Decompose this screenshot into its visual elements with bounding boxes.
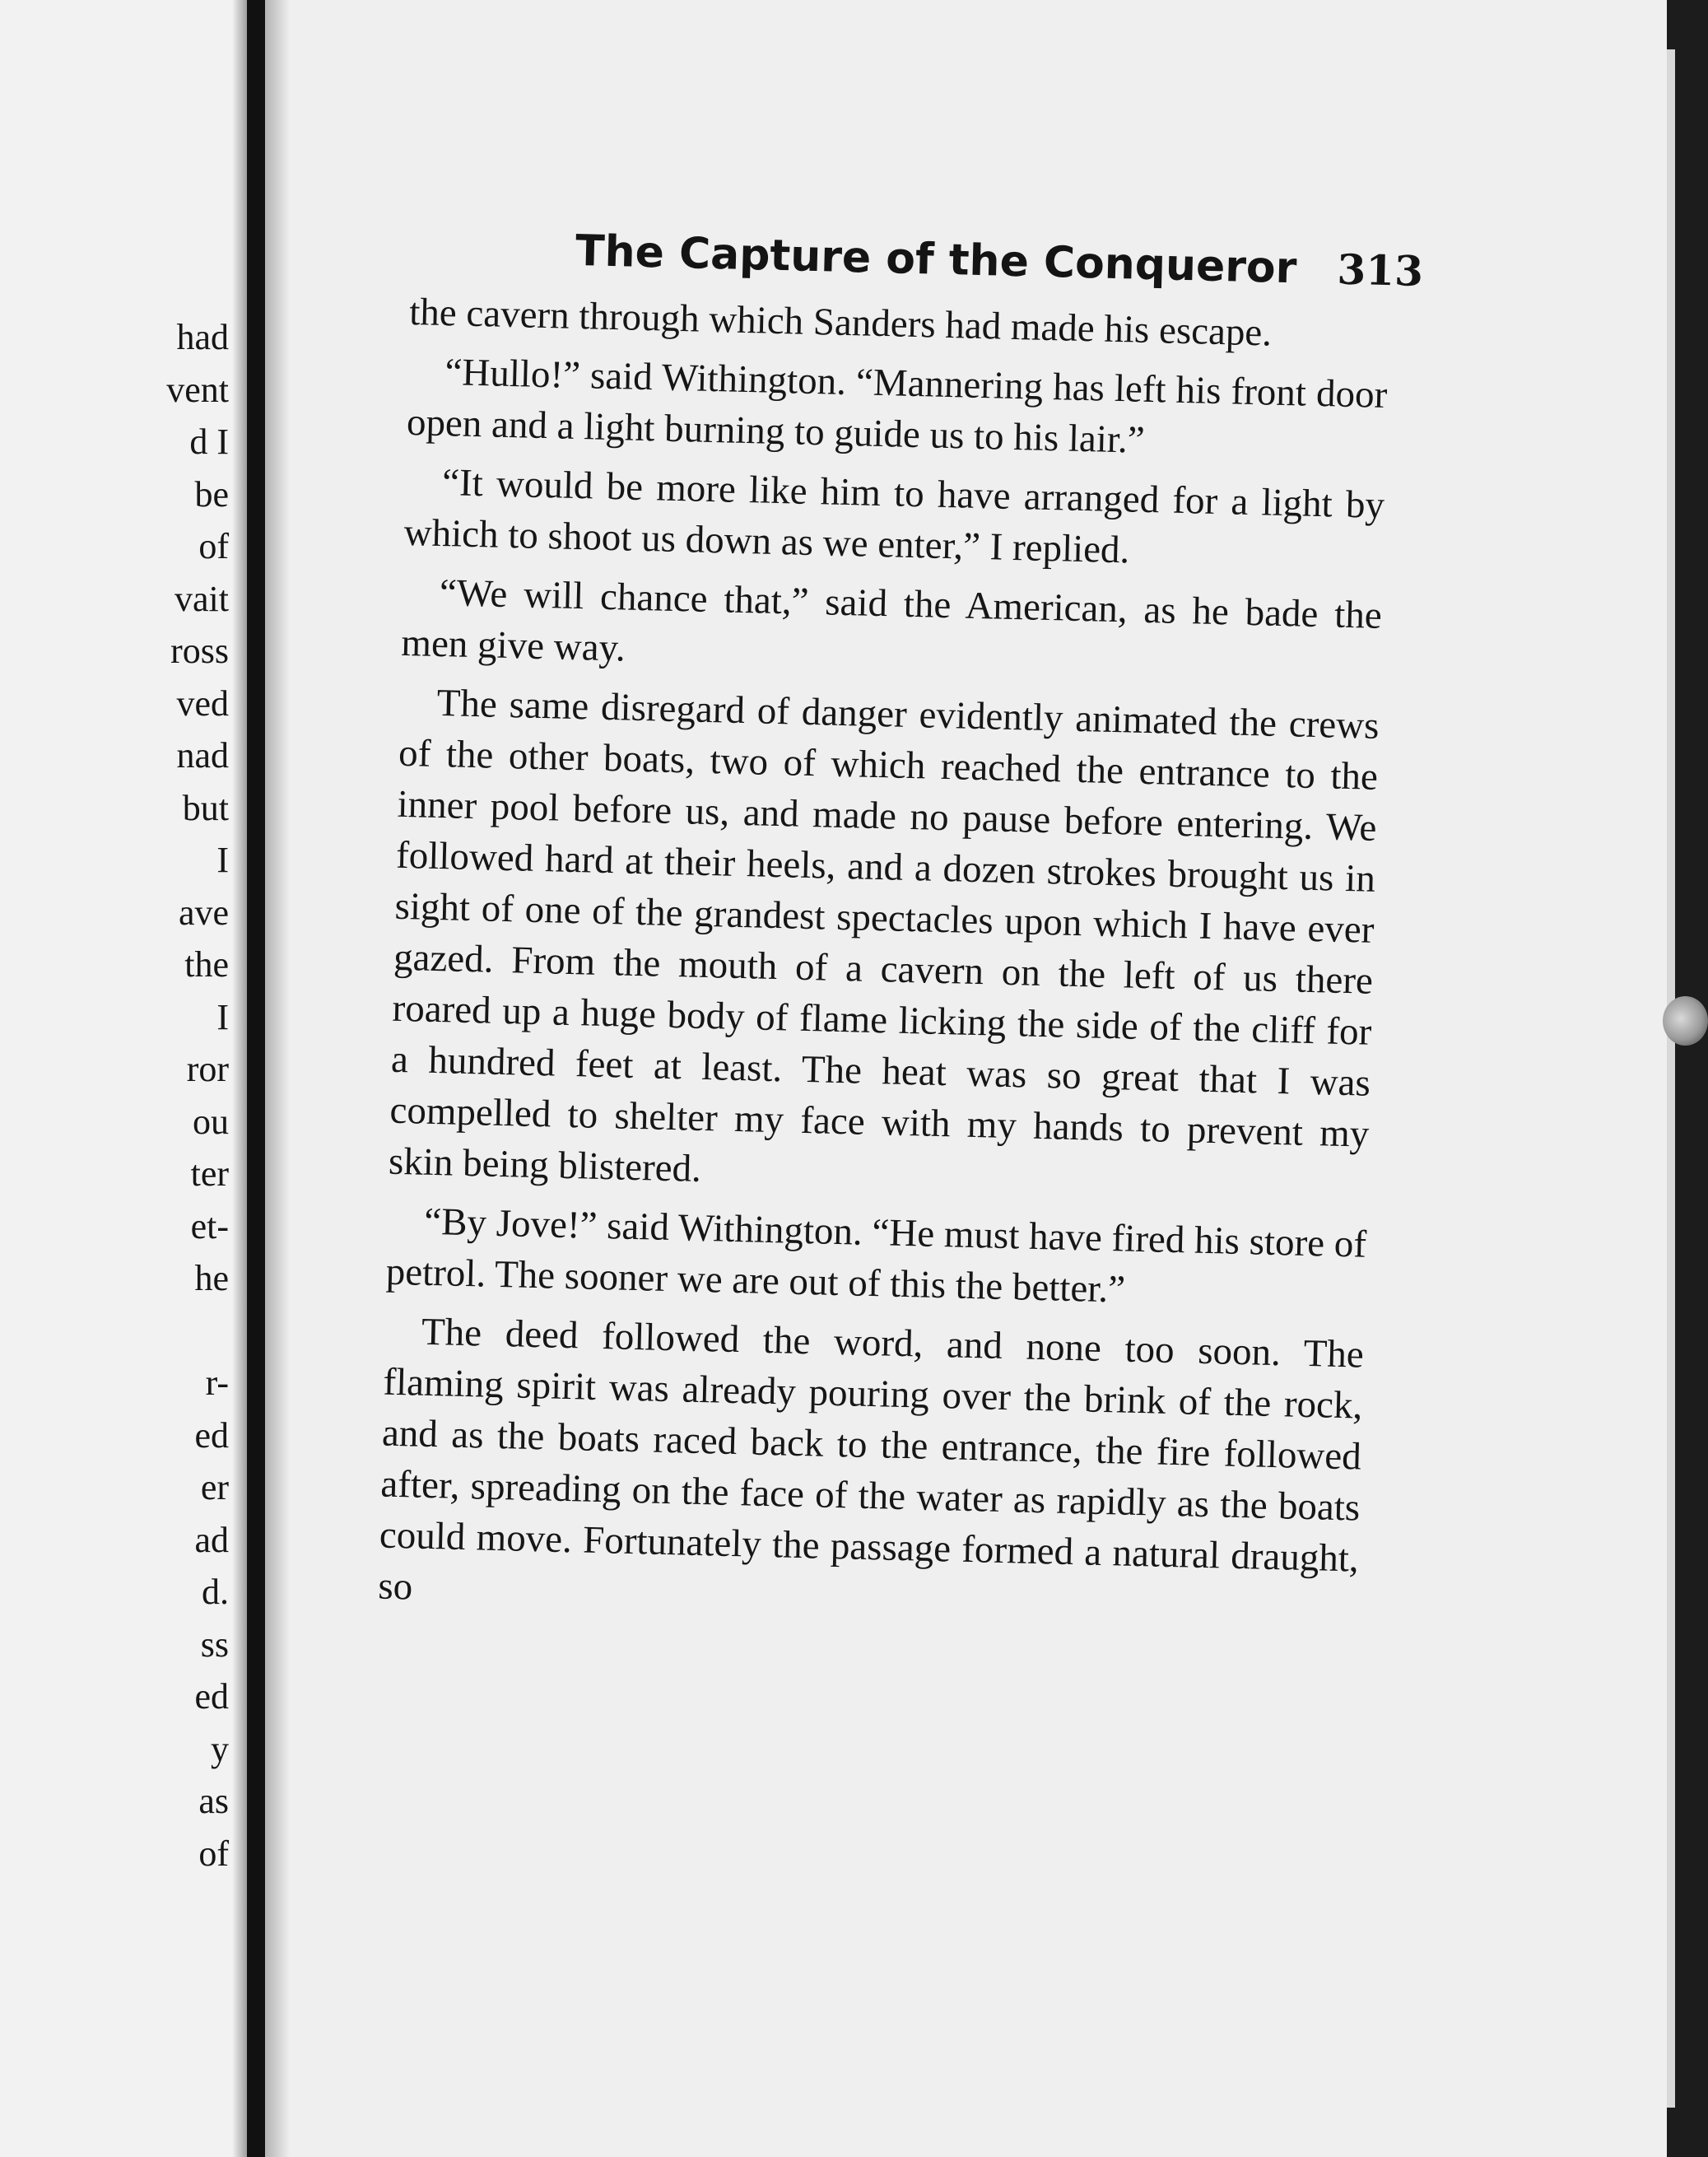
facing-page-line: ror: [186, 1049, 229, 1089]
facing-page-line: ved: [176, 683, 229, 724]
facing-page-line: ed: [194, 1676, 229, 1717]
facing-page-line: et-: [190, 1205, 229, 1246]
facing-page-line: ad: [194, 1519, 229, 1560]
facing-page-line: ter: [190, 1153, 229, 1194]
facing-page-line: vait: [175, 578, 229, 619]
paragraph: The deed followed the word, and none too soon. The flaming spirit was already pouring over the brink of the rock, and as the boats raced back to the entrance, the fire followed after, spreading on the face of the water as rapidly as the boats could move. Fortunately the passage formed a natural draught, so: [377, 1310, 1365, 1609]
facing-page-line: d I: [189, 422, 229, 462]
facing-page-line: ed: [194, 1414, 229, 1456]
facing-page-line: of: [198, 1833, 229, 1874]
facing-page-line: vent: [166, 369, 229, 410]
paragraph: “Hullo!” said Withington. “Mannering has left his front door open and a light burning to guide us to his lair.”: [406, 351, 1388, 462]
facing-page-line: of: [198, 526, 229, 566]
paragraph: the cavern through which Sanders had made his escape.: [408, 290, 1273, 355]
page-stack: [1667, 49, 1675, 2108]
page-number: 313: [1336, 245, 1424, 296]
thumb-mark: [1663, 996, 1708, 1046]
facing-page-line: I: [216, 840, 229, 880]
facing-page-line: y: [211, 1728, 229, 1769]
facing-page-line: he: [194, 1258, 229, 1298]
facing-page-line: but: [182, 787, 229, 828]
facing-page: [0, 0, 247, 2157]
main-page: [265, 0, 1667, 2157]
facing-page-line: r-: [205, 1363, 229, 1403]
paragraph: The same disregard of danger evidently animated the crews of the other boats, two of which reached the entrance to the inner pool before us, and made no pause before entering. We followed hard at their heels, and a dozen strokes brought us in sight of one of the grandest spectacles upon which I have ever gazed. From the mouth of a cavern on the left of us there roared up a huge body of flame licking the side of the cliff for a hundred feet at least. The heat was so great that I was compelled to shelter my face with my hands to prevent my skin being blistered.: [388, 681, 1380, 1190]
facing-page-line: ave: [178, 892, 229, 933]
text-block: [377, 222, 1424, 1644]
facing-page-line: ross: [170, 631, 229, 671]
running-head-title: The Capture of the Conqueror: [575, 226, 1298, 294]
facing-page-line: the: [184, 944, 229, 985]
body-text: [378, 287, 1389, 1636]
facing-page-line: be: [194, 473, 229, 515]
inner-shade: [265, 0, 290, 2157]
page-edge: [1667, 0, 1708, 2157]
facing-page-line: d.: [202, 1572, 229, 1612]
facing-page-line: ss: [200, 1624, 229, 1665]
paragraph: “We will chance that,” said the American, as he bade the men give way.: [400, 571, 1383, 670]
running-head: [575, 226, 1423, 296]
facing-page-line: er: [200, 1467, 229, 1507]
gutter-shadow: [232, 0, 247, 2157]
facing-page-line: ou: [193, 1101, 229, 1142]
facing-page-line: as: [198, 1781, 229, 1821]
facing-page-line: nad: [176, 735, 229, 776]
facing-page-line: I: [216, 996, 229, 1037]
book-gutter: [247, 0, 265, 2157]
paragraph: “It would be more like him to have arranged for a light by which to shoot us down as we enter,” I replied.: [403, 461, 1385, 572]
facing-page-line: had: [176, 317, 229, 357]
paragraph: “By Jove!” said Withington. “He must have fired his store of petrol. The sooner we are out of this the better.”: [385, 1200, 1367, 1311]
